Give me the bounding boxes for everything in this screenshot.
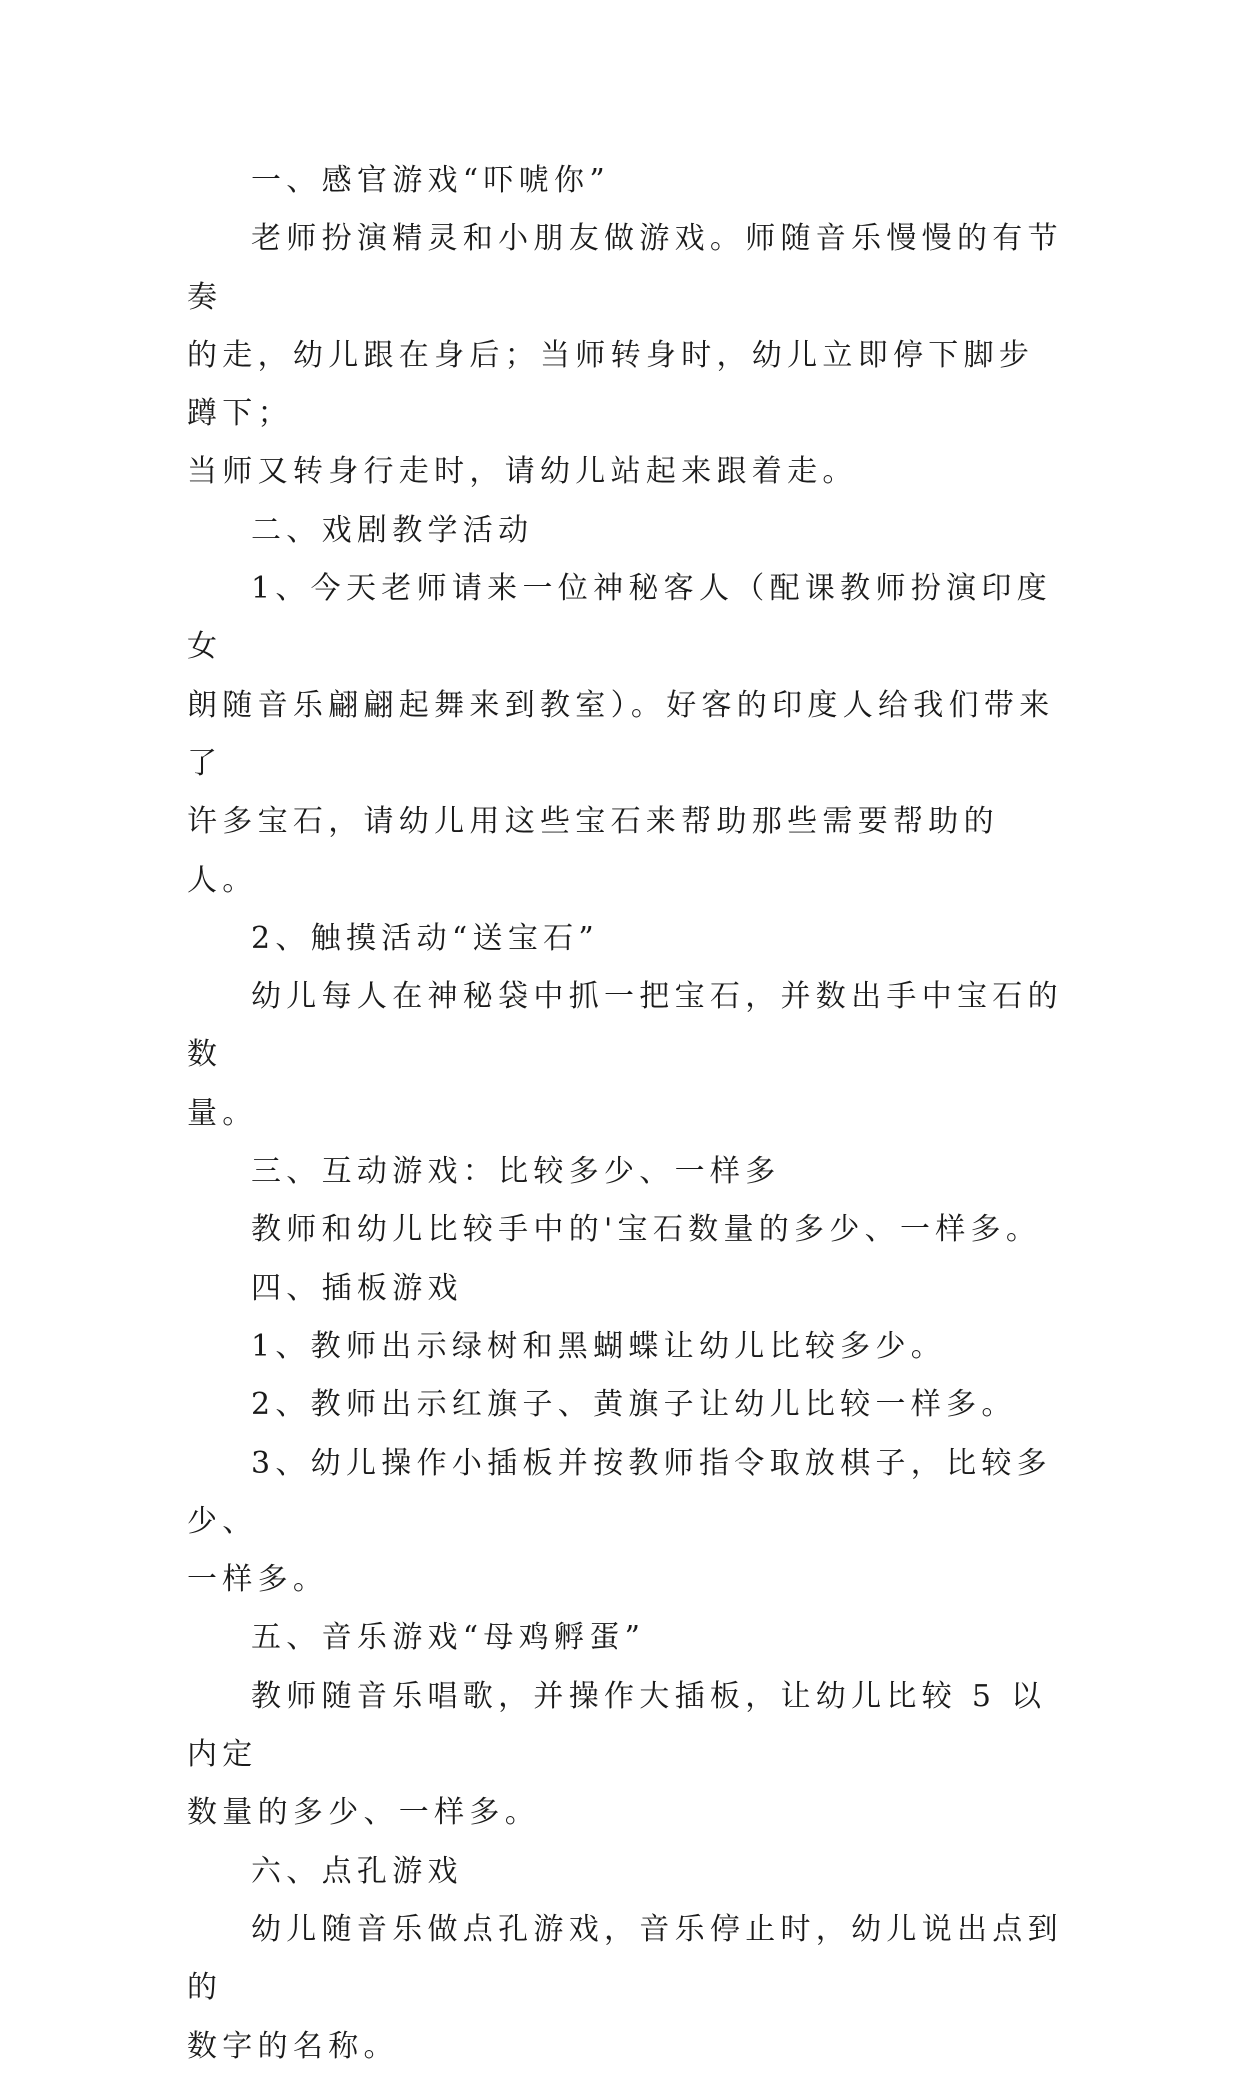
section-heading-board-game: 四、插板游戏 (251, 1270, 463, 1306)
section-heading-interactive-game: 三、互动游戏：比较多少、一样多 (251, 1154, 781, 1190)
paragraph-music-game-line-1: 教师随音乐唱歌，并操作大插板，让幼儿比较 5 以内定 (187, 1678, 1047, 1773)
list-item-board-game-1: 1、教师出示绿树和黑蝴蝶让幼儿比较多少。 (251, 1328, 947, 1364)
paragraph-drama-line-3: 许多宝石，请幼儿用这些宝石来帮助那些需要帮助的人。 (187, 804, 999, 898)
paragraph-dot-game-line-2: 数字的名称。 (187, 2028, 399, 2064)
paragraph-music-game-line-2: 数量的多少、一样多。 (187, 1795, 540, 1831)
document-body (187, 152, 1067, 2076)
paragraph-sensory-game-line-3: 当师又转身行走时，请幼儿站起来跟着走。 (187, 454, 858, 490)
section-heading-sensory-game: 一、感官游戏“吓唬你” (251, 163, 610, 198)
section-heading-drama-activity: 二、戏剧教学活动 (251, 512, 534, 548)
subheading-touch-activity: 2、触摸活动“送宝石” (251, 920, 600, 956)
paragraph-drama-line-1: 1、今天老师请来一位神秘客人（配课教师扮演印度女 (187, 571, 1052, 665)
list-item-board-game-3: 3、幼儿操作小插板并按教师指令取放棋子，比较多少、 (187, 1445, 1052, 1539)
paragraph-drama-line-2: 朗随音乐翩翩起舞来到教室）。好客的印度人给我们带来了 (187, 687, 1055, 781)
list-item-board-game-3-continued: 一样多。 (187, 1562, 329, 1598)
paragraph-touch-line-2: 量。 (187, 1095, 258, 1131)
section-heading-music-game: 五、音乐游戏“母鸡孵蛋” (251, 1620, 646, 1656)
list-item-board-game-2: 2、教师出示红旗子、黄旗子让幼儿比较一样多。 (251, 1387, 1017, 1423)
paragraph-interactive-game: 教师和幼儿比较手中的'宝石数量的多少、一样多。 (251, 1212, 1042, 1248)
section-heading-dot-game: 六、点孔游戏 (251, 1853, 463, 1889)
paragraph-touch-line-1: 幼儿每人在神秘袋中抓一把宝石，并数出手中宝石的数 (187, 979, 1063, 1073)
paragraph-sensory-game-line-1: 老师扮演精灵和小朋友做游戏。师随音乐慢慢的有节奏 (187, 221, 1063, 315)
paragraph-sensory-game-line-2: 的走，幼儿跟在身后；当师转身时，幼儿立即停下脚步蹲下； (187, 337, 1035, 432)
paragraph-dot-game-line-1: 幼儿随音乐做点孔游戏，音乐停止时，幼儿说出点到的 (187, 1911, 1063, 2006)
